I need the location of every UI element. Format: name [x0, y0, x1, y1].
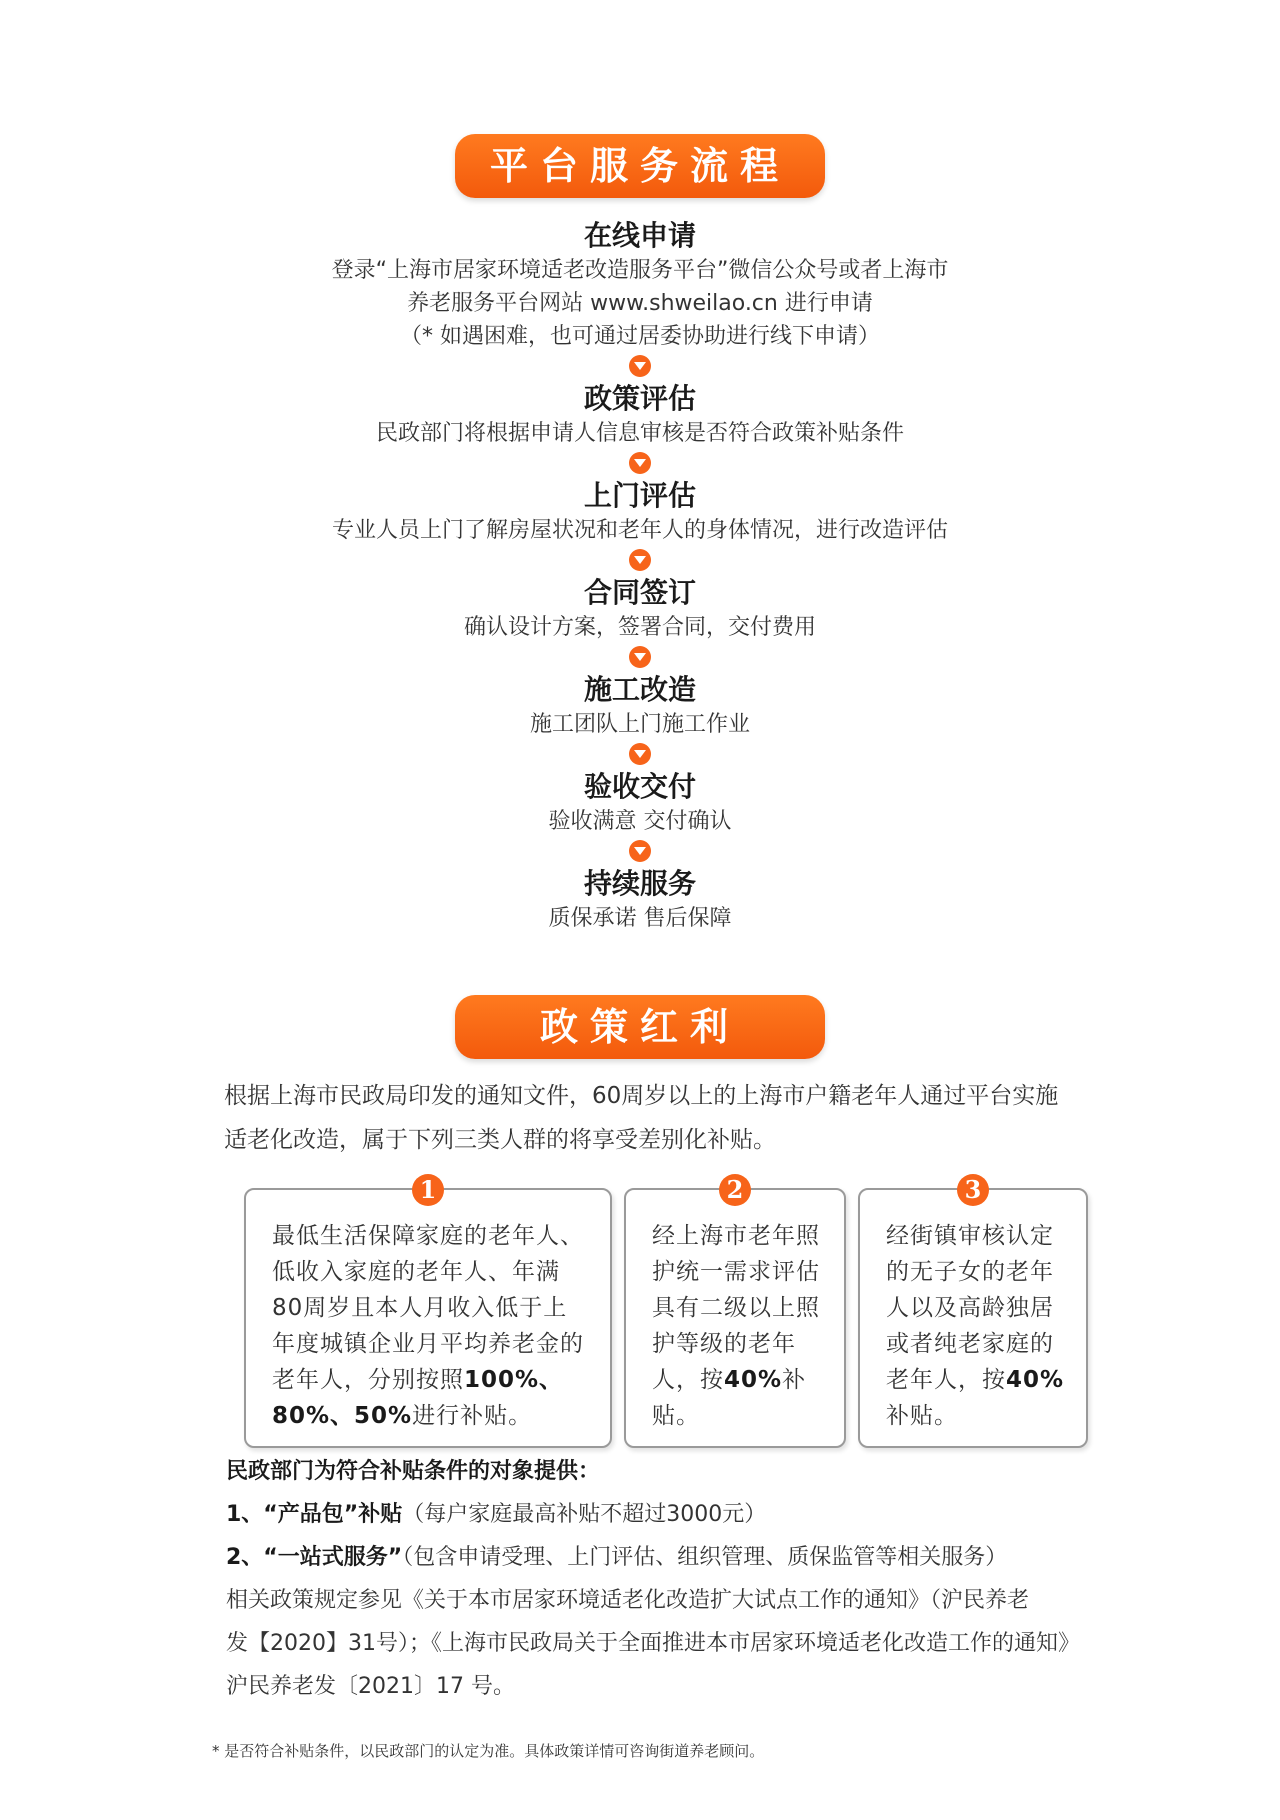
step-desc: 专业人员上门了解房屋状况和老年人的身体情况，进行改造评估 — [331, 518, 948, 543]
number-badge: 2 — [719, 1174, 751, 1206]
step-desc: （* 如遇困难，也可通过居委协助进行线下申请） — [400, 324, 880, 349]
step-desc: 验收满意 交付确认 — [548, 809, 732, 834]
step-desc: 民政部门将根据申请人信息审核是否符合政策补贴条件 — [375, 421, 904, 446]
arrow-down-icon — [629, 355, 651, 377]
step-desc: 养老服务平台网站 www.shweilao.cn 进行申请 — [407, 291, 873, 316]
step-continuous-service — [0, 866, 1280, 935]
step-desc: 质保承诺 售后保障 — [548, 906, 732, 931]
step-contract — [0, 575, 1280, 644]
step-title: 在线申请 — [583, 219, 696, 252]
subsidy-box-2: 2 经上海市老年照护统一需求评估具有二级以上照护等级的老年人，按40%补贴。 — [624, 1188, 846, 1448]
step-desc: 登录“上海市居家环境适老改造服务平台”微信公众号或者上海市 — [331, 258, 949, 283]
step-desc: 确认设计方案，签署合同，交付费用 — [463, 615, 816, 640]
service-flow — [0, 218, 1280, 935]
footnote: * 是否符合补贴条件，以民政部门的认定为准。具体政策详情可咨询街道养老顾问。 — [212, 1742, 765, 1760]
policy-reference: 沪民养老发〔2021〕17 号。 — [226, 1674, 515, 1699]
step-construction — [0, 672, 1280, 741]
step-title: 上门评估 — [583, 479, 696, 512]
subsidy-box-1: 1 最低生活保障家庭的老年人、低收入家庭的老年人、年满80周岁且本人月收入低于上年度城镇企业月平均养老金的老年人，分别按照100%、80%、50%进行补贴。 — [244, 1188, 612, 1448]
provide-heading: 民政部门为符合补贴条件的对象提供： — [226, 1459, 601, 1484]
step-desc: 施工团队上门施工作业 — [529, 712, 750, 737]
policy-reference: 发【2020】31号）；《上海市民政局关于全面推进本市居家环境适老化改造工作的通知》 — [226, 1631, 1080, 1656]
step-home-assessment — [0, 478, 1280, 547]
step-acceptance — [0, 769, 1280, 838]
step-policy-assessment — [0, 381, 1280, 450]
provision-item-1: 1、“产品包”补贴（每户家庭最高补贴不超过3000元） — [226, 1502, 767, 1527]
step-title: 合同签订 — [583, 576, 696, 609]
step-title: 政策评估 — [583, 382, 696, 415]
arrow-down-icon — [629, 840, 651, 862]
number-badge: 1 — [412, 1174, 444, 1206]
step-online-apply — [0, 218, 1280, 353]
provision-item-2: 2、“一站式服务”（包含申请受理、上门评估、组织管理、质保监管等相关服务） — [226, 1545, 1008, 1570]
arrow-down-icon — [629, 646, 651, 668]
policy-provisions — [226, 1450, 1126, 1708]
section-title-service-flow: 平台服务流程 — [455, 134, 825, 198]
arrow-down-icon — [629, 549, 651, 571]
section-title-policy-benefits: 政策红利 — [455, 995, 825, 1059]
step-title: 施工改造 — [583, 673, 696, 706]
step-title: 持续服务 — [583, 867, 696, 900]
subsidy-box-3: 3 经街镇审核认定的无子女的老年人以及高龄独居或者纯老家庭的老年人，按40%补贴。 — [858, 1188, 1088, 1448]
step-title: 验收交付 — [583, 770, 696, 803]
policy-intro: 根据上海市民政局印发的通知文件，60周岁以上的上海市户籍老年人通过平台实施 适老化改造，属于下列三类人群的将享受差别化补贴。 — [224, 1083, 1059, 1153]
arrow-down-icon — [629, 743, 651, 765]
arrow-down-icon — [629, 452, 651, 474]
policy-reference: 相关政策规定参见《关于本市居家环境适老化改造扩大试点工作的通知》（沪民养老 — [226, 1588, 1030, 1613]
number-badge: 3 — [957, 1174, 989, 1206]
